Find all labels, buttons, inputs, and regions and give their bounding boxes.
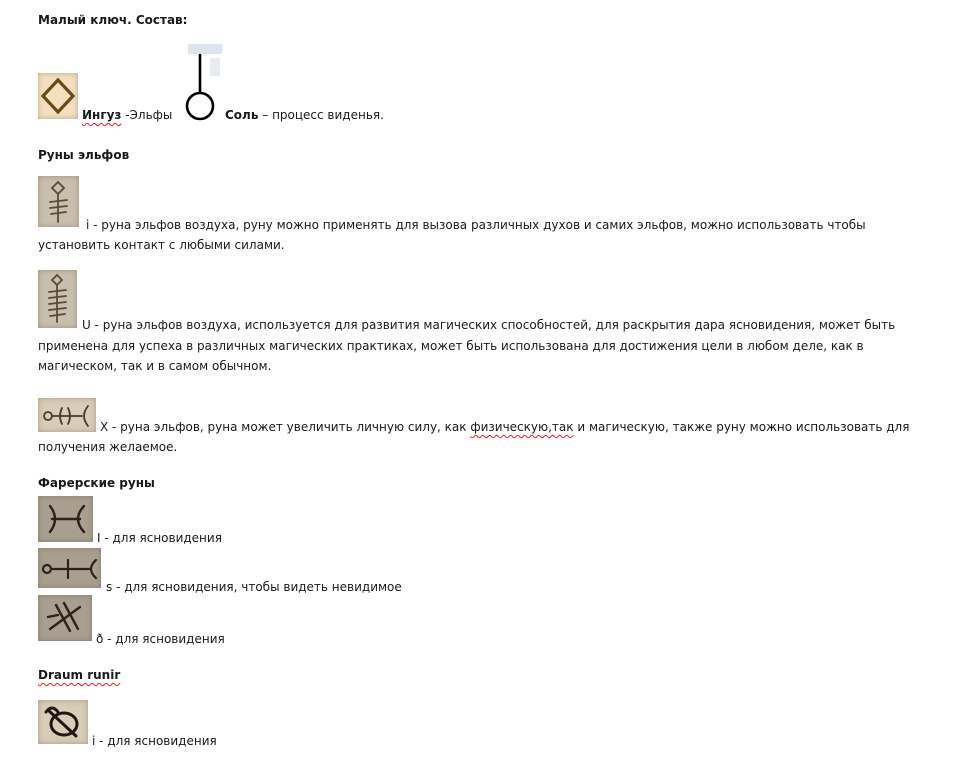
- elf-rune-u-text-line-1: U - руна эльфов воздуха, используется для развития магических способностей, для раскрытия дара ясновидения, может быть: [82, 318, 896, 332]
- elf-rune-u-text-line-2: применена для успеха в различных магических практиках, может быть использована для достижения цели в любом деле, как в: [38, 339, 864, 353]
- elf-rune-i-text-line-2: установить контакт с любыми силами.: [38, 238, 285, 252]
- sol-suffix: – процесс виденья.: [258, 108, 384, 122]
- faroese-rune-3-image: [38, 595, 92, 641]
- elf-rune-u-text-line-3: магическом, так и в самом обычном.: [38, 359, 272, 373]
- elf-rune-u-image: [38, 270, 77, 328]
- sol-caption: [225, 106, 384, 124]
- document-heading: Малый ключ. Состав:: [38, 13, 188, 27]
- elf-power-rune-icon: [38, 398, 96, 432]
- draum-runir-title: [38, 666, 120, 684]
- elf-rune-x-text-line-1: [100, 418, 909, 436]
- ingus-caption: [82, 106, 172, 124]
- faroese-rune-1-image: [38, 496, 93, 542]
- elf-air-rune-icon: [38, 270, 77, 328]
- elf-rune-x-text-pre: X - руна эльфов, руна может увеличить личную силу, как: [100, 420, 471, 434]
- draum-rune-icon: [38, 700, 88, 744]
- faroese-rune-icon: [38, 595, 92, 641]
- elf-rune-x-text-line-2: получения желаемое.: [38, 440, 178, 454]
- elf-rune-i-image: [38, 176, 79, 227]
- ingus-suffix: -Эльфы: [121, 108, 173, 122]
- elf-runes-title: Руны эльфов: [38, 148, 130, 162]
- faroese-runes-title: Фарерские руны: [38, 476, 155, 490]
- faroese-rune-2-text: s - для ясновидения, чтобы видеть невидимое: [106, 580, 402, 594]
- draum-rune-image: [38, 700, 88, 744]
- elf-rune-x-image: [38, 398, 96, 432]
- elf-rune-x-text-post: и магическую, также руну можно использовать для: [573, 420, 910, 434]
- faroese-rune-2-image: [38, 548, 101, 588]
- elf-rune-i-text-line-1: i - руна эльфов воздуха, руну можно применять для вызова различных духов и самих эльфов, можно использовать чтобы: [86, 218, 866, 232]
- faroese-rune-icon: [38, 496, 93, 542]
- ingus-name: Ингуз: [82, 108, 122, 122]
- faroese-rune-1-text: I - для ясновидения: [97, 531, 222, 545]
- misspelled-word: физическую,так: [470, 420, 574, 434]
- faroese-rune-icon: [38, 548, 101, 588]
- draum-rune-text: i - для ясновидения: [92, 734, 217, 748]
- elf-air-rune-icon: [38, 176, 79, 227]
- faroese-rune-3-text: ð - для ясновидения: [96, 632, 225, 646]
- sol-symbol-icon: [182, 50, 218, 122]
- draum-runir-title-text: Draum runir: [38, 668, 121, 682]
- ingus-rune-image: [38, 73, 78, 119]
- diamond-icon: [38, 73, 78, 119]
- sol-name: Соль: [225, 108, 259, 122]
